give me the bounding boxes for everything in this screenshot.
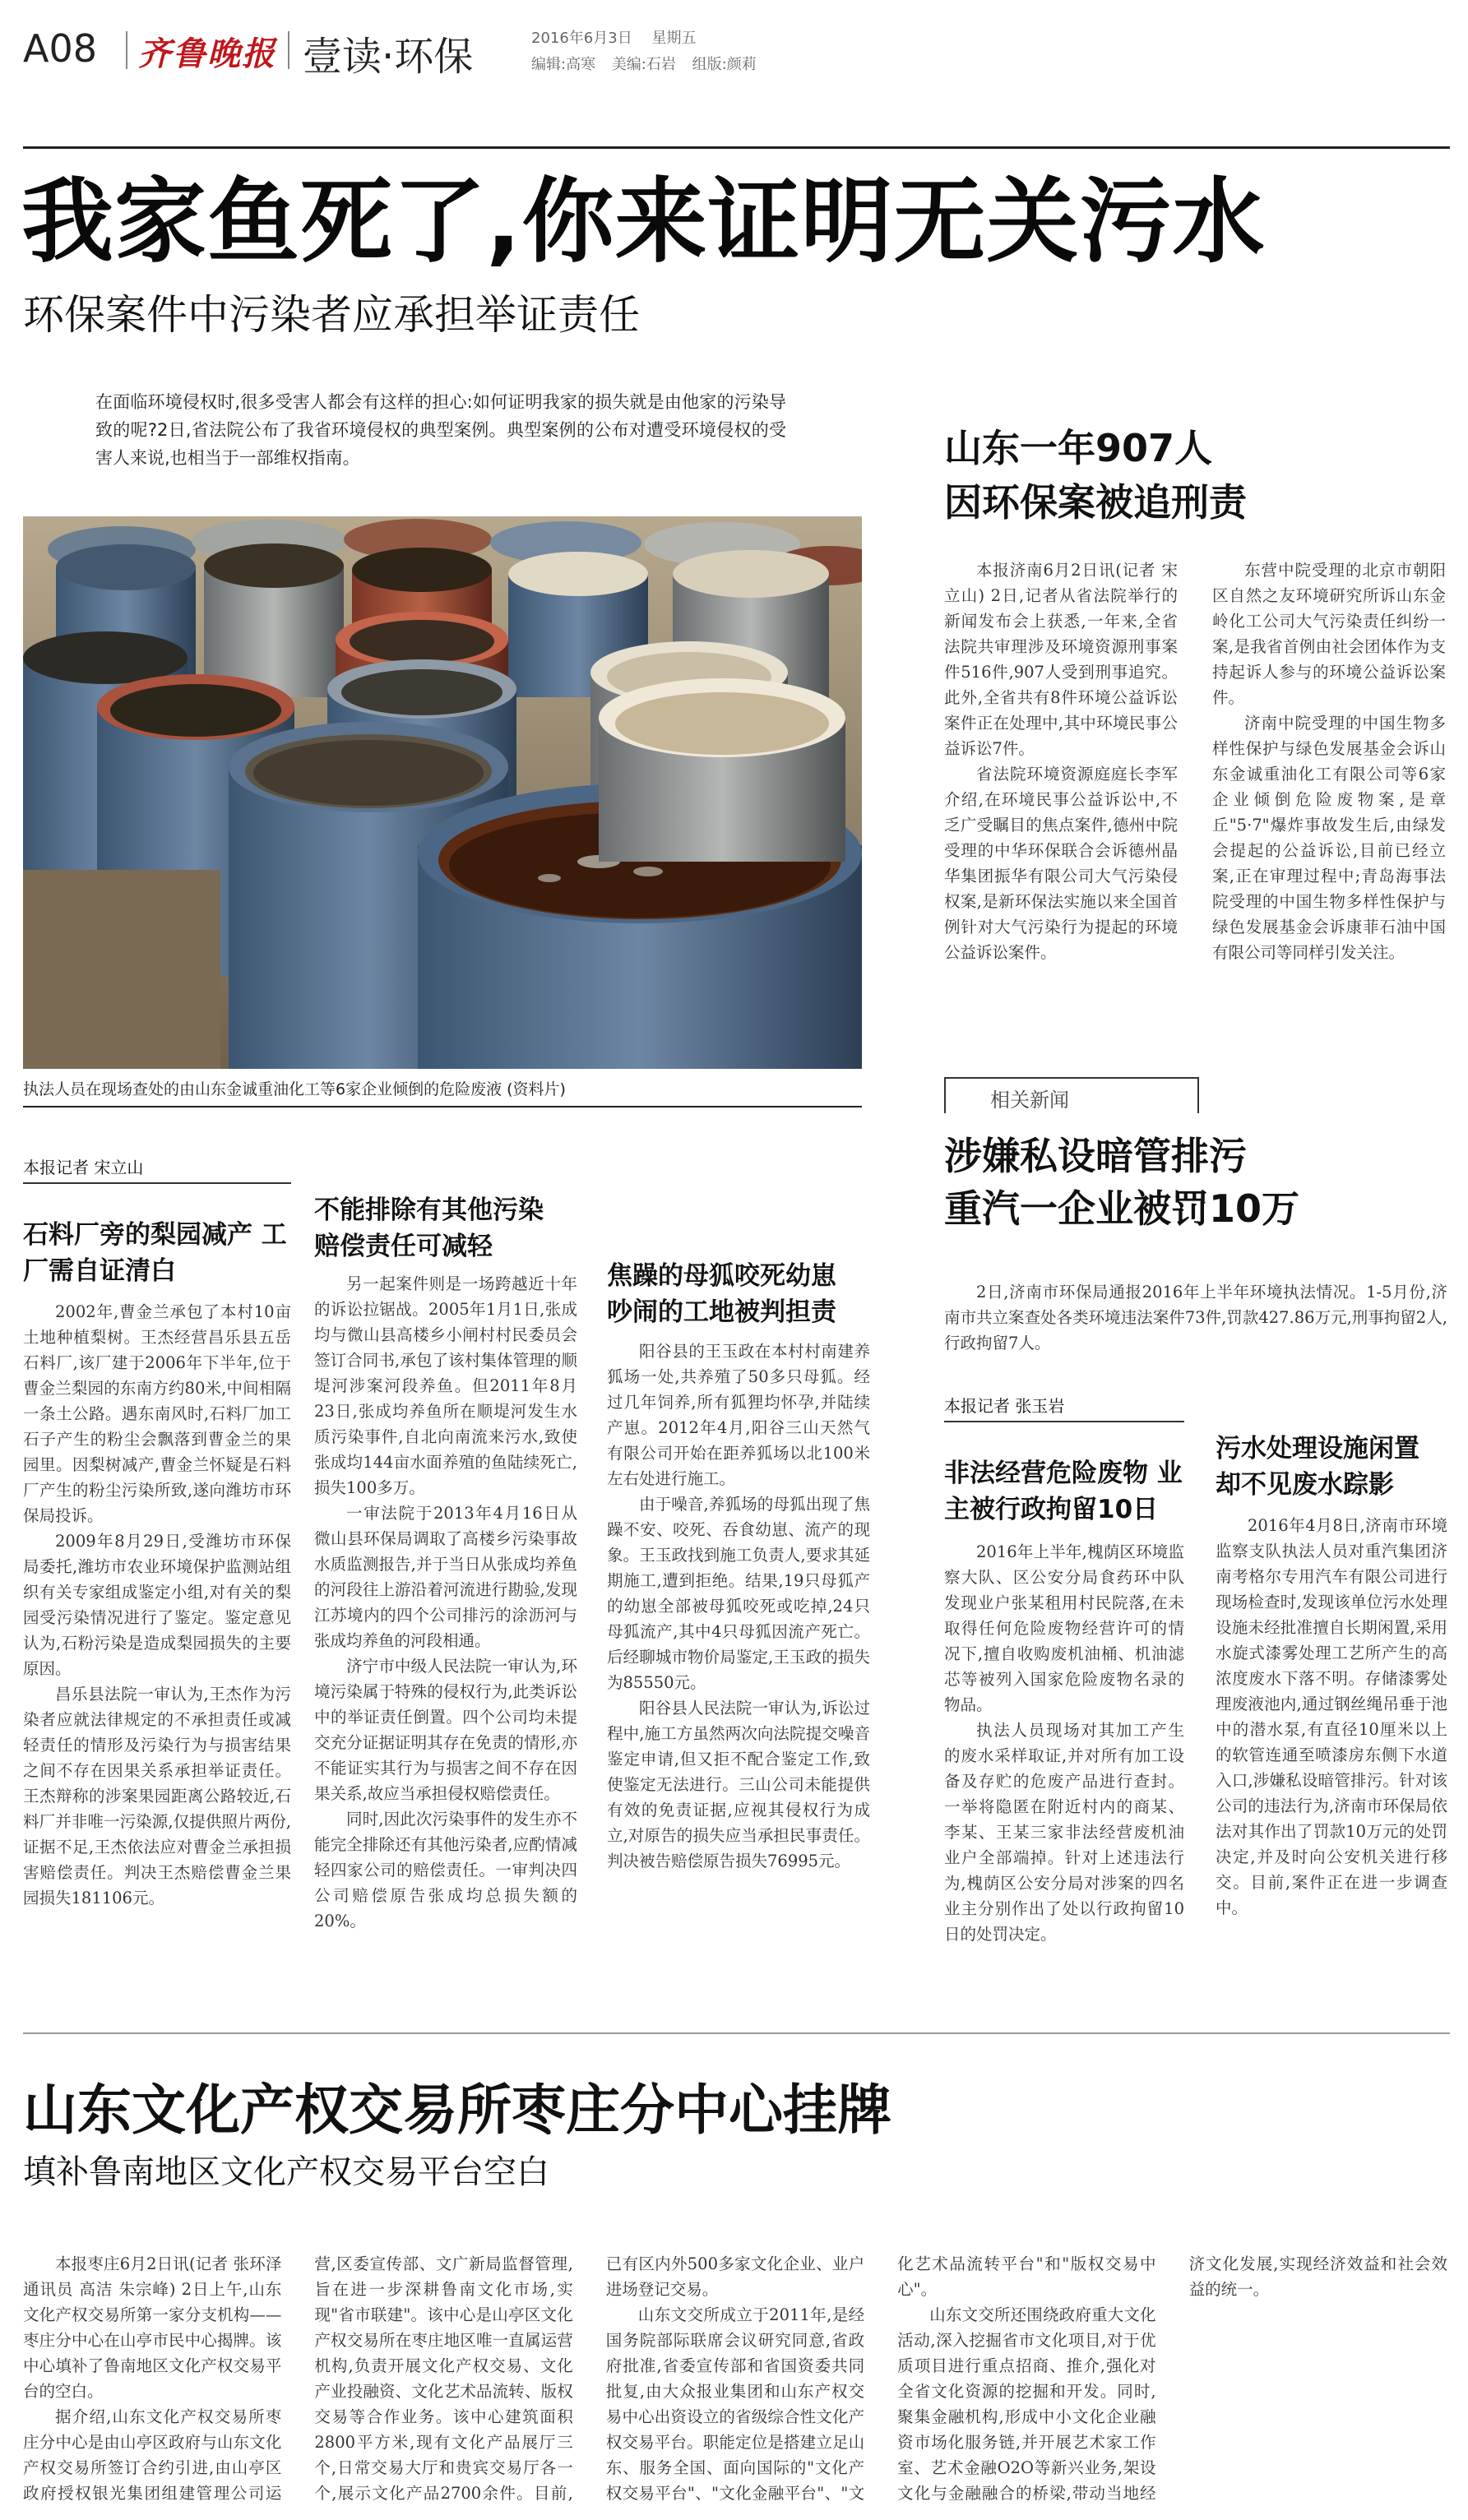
related-label-box <box>944 1077 1199 1113</box>
photo-caption: 执法人员在现场查处的由山东金诚重油化工等6家企业倾倒的危险废液 (资料片) <box>23 1080 566 1098</box>
case3-text-col3 <box>607 1339 870 1988</box>
case1-title: 石料厂旁的梨园减产 工厂需自证清白 <box>23 1220 287 1286</box>
side1-text-col1 <box>944 557 1178 1051</box>
related-headline-line1: 涉嫌私设暗管排污 <box>944 1134 1247 1178</box>
lead-intro <box>95 388 786 472</box>
case1-text-col1 <box>23 1299 291 1981</box>
date-text: 2016年6月3日 <box>531 30 632 47</box>
bottom-section-rule <box>23 2032 1450 2034</box>
case2-para: 另一起案件则是一场跨越近十年的诉讼拉锯战。2005年1月1日,张成均与微山县高楼乡小闸村村民委员会签订合同书,承包了该村集体管理的顺堤河涉案河段养鱼。但2011年8月23日,张成均养鱼所在顺堤河发生水质污染事件,自北向南流来污水,致使张成均144亩水面养殖的鱼陆续死亡,损失100多万。 <box>314 1274 577 1497</box>
related-sub2-para: 2016年4月8日,济南市环境监察支队执法人员对重汽集团济南考格尔专用汽车有限公司进行现场检查时,发现该单位污水处理设施未经批准擅自长期闲置,采用水旋式漆雾处理工艺所产生的高浓度废水下落不明。存储漆雾处理废液池内,通过钢丝绳吊垂于池中的潜水泵,有直径10厘米以上的软管连通至喷漆房东侧下水道入口,涉嫌私设暗管排污。针对该公司的违法行为,济南市环保局依法对其作出了罚款10万元的处罚决定,并及时向公安机关进行移交。目前,案件正在进一步调查中。 <box>1216 1516 1447 1917</box>
case2-para: 济宁市中级人民法院一审认为,环境污染属于特殊的侵权行为,此类诉讼中的举证责任倒置。四个公司均未提交充分证据证明其存在免责的情形,亦不能证实其行为与损害之间不存在因果关系,故应当承担侵权赔偿责任。 <box>314 1657 577 1803</box>
case1-para: 2009年8月29日,受潍坊市环保局委托,潍坊市农业环境保护监测站组织有关专家组成鉴定小组,对有关的梨园受污染情况进行了鉴定。鉴定意见认为,石粉污染是造成梨园损失的主要原因。 <box>23 1532 291 1678</box>
art-editor-text: 美编:石岩 <box>611 56 676 73</box>
bottom-para: 山东文交所还围绕政府重大文化活动,深入挖掘省市文化项目,对于优质项目进行重点招商、推介,强化对全省文化资源的挖掘和开发。同时,聚集金融机构,形成中小文化企业融资市场化服务链,并开展艺术家工作室、艺术金融O2O等新兴业务,架设文化与金融融合的桥梁,带动当地经济文化发展,实现经济效益和社会效益的统一。 <box>897 2254 1447 2503</box>
side1-para: 济南中院受理的中国生物多样性保护与绿色发展基金会诉山东金诚重油化工有限公司等6家企业倾倒危险废物案,是章丘"5·7"爆炸事故发生后,由绿发会提起的公益诉讼,目前已经立案,正在审理过程中;青岛海事法院受理的中国生物多样性保护与绿色发展基金会诉康菲石油中国有限公司等同样引发关注。 <box>1212 714 1446 962</box>
case2-para: 同时,因此次污染事件的发生亦不能完全排除还有其他污染者,应酌情减轻四家公司的赔偿责任。一审判决四公司赔偿原告张成均总损失额的20%。 <box>314 1810 577 1930</box>
bottom-text <box>23 2251 1447 2513</box>
page-number: A08 <box>23 26 98 71</box>
related-headline <box>944 1130 1446 1235</box>
bottom-headline: 山东文化产权交易所枣庄分中心挂牌 <box>23 2078 891 2142</box>
related-sub2-text <box>1216 1513 1447 1988</box>
header-date <box>531 26 696 48</box>
related-intro <box>944 1279 1447 1356</box>
case3-para: 由于噪音,养狐场的母狐出现了焦躁不安、咬死、吞食幼崽、流产的现象。王玉政找到施工负责人,要求其延期施工,遭到拒绝。结果,19只母狐产的幼崽全部被母狐咬死或吃掉,24只母狐流产,其中4只母狐因流产死亡。后经聊城市物价局鉴定,王玉政的损失为85550元。 <box>607 1495 870 1692</box>
lead-byline: 本报记者 宋立山 <box>23 1158 144 1177</box>
lead-byline-rule <box>23 1182 291 1184</box>
weekday-text: 星期五 <box>651 30 697 47</box>
related-sub2-title: 污水处理设施闲置 却不见废水踪影 <box>1216 1434 1419 1500</box>
section-name: 壹读·环保 <box>303 34 474 80</box>
barrels-photo-illustration <box>23 516 862 1069</box>
header-rule <box>23 146 1450 149</box>
editor-text: 编辑:高寒 <box>531 56 596 73</box>
page-header <box>23 16 1450 82</box>
side1-headline <box>944 421 1438 529</box>
related-sub1-title: 非法经营危险废物 业主被行政拘留10日 <box>944 1459 1183 1524</box>
side1-headline-line2: 因环保案被追刑责 <box>944 480 1247 525</box>
bottom-para: 本报枣庄6月2日讯(记者 张环泽 通讯员 高洁 朱宗峰) 2日上午,山东文化产权交易所第一家分支机构——枣庄分中心在山亭市民中心揭牌。该中心填补了鲁南地区文化产权交易平台的空白。 <box>23 2254 282 2401</box>
lead-intro-text: 在面临环境侵权时,很多受害人都会有这样的担心:如何证明我家的损失就是由他家的污染导致的呢?2日,省法院公布了我省环境侵权的典型案例。典型案例的公布对遭受环境侵权的受害人来说,也相当于一部维权指南。 <box>95 392 786 468</box>
case2-text-col2 <box>314 1271 577 1986</box>
lead-headline: 我家鱼死了,你来证明无关污水 <box>21 169 1266 275</box>
paper-logo: 齐鲁晚报 <box>138 35 276 73</box>
related-byline-rule <box>944 1421 1184 1422</box>
case3-title: 焦躁的母狐咬死幼崽 吵闹的工地被判担责 <box>607 1261 836 1327</box>
related-headline-line2: 重汽一企业被罚10万 <box>944 1186 1300 1231</box>
case1-para: 2002年,曹金兰承包了本村10亩土地种植梨树。王杰经营昌乐县五岳石料厂,该厂建于2006年下半年,位于曹金兰梨园的东南方约80米,中间相隔一条土公路。遇东南风时,石料厂加工石子产生的粉尘会飘落到曹金兰的果园里。因梨树减产,曹金兰怀疑是石料厂产生的粉尘污染所致,遂向潍坊市环保局投诉。 <box>23 1302 291 1525</box>
case3-para: 阳谷县的王玉政在本村村南建养狐场一处,共养殖了50多只母狐。经过几年饲养,所有狐狸均怀孕,并陆续产崽。2012年4月,阳谷三山天然气有限公司开始在距养狐场以北100米左右处进行施工。 <box>607 1342 870 1488</box>
lead-photo <box>23 516 862 1069</box>
side1-text-col2 <box>1212 557 1446 1051</box>
case1-para: 昌乐县法院一审认为,王杰作为污染者应就法律规定的不承担责任或减轻责任的情形及污染行为与损害结果之间不存在因果关系承担举证责任。王杰辩称的涉案果园距离公路较近,石料厂并非唯一污染源,仅提供照片两份,证据不足,王杰依法应对曹金兰承担损害赔偿责任。判决王杰赔偿曹金兰果园损失181106元。 <box>23 1685 291 1907</box>
related-intro-text: 2日,济南市环保局通报2016年上半年环境执法情况。1-5月份,济南市共立案查处各类环境违法案件73件,罚款427.86万元,刑事拘留2人,行政拘留7人。 <box>944 1283 1447 1352</box>
case2-para: 一审法院于2013年4月16日从微山县环保局调取了高楼乡污染事故水质监测报告,并于当日从张成均养鱼的河段往上游沿着河流进行勘验,发现江苏境内的四个公司排污的涂沥河与张成均养鱼的河段相通。 <box>314 1504 577 1650</box>
header-divider <box>126 31 127 69</box>
layout-editor-text: 组版:颜莉 <box>692 56 757 73</box>
bottom-para: 据介绍,山东文化产权交易所枣庄分中心是由山亭区政府与山东文化产权交易所签订合约引进,由山亭区政府授权银光集团组建管理公司运营,区委宣传部、文广新局监督管理,旨在进一步深耕鲁南文化市场,实现"省市联建"。该中心是山亭区文化产权交易所在枣庄地区唯一直属运营机构,负责开展文化产权交易、文化产业投融资、文化艺术品流转、版权交易等合作业务。该中心建筑面积2800平方米,现有文化产品展厅三个,日常交易大厅和贵宾交易厅各一个,展示文化产品2700余件。目前,已有区内外500多家文化企业、业户进场登记交易。 <box>23 2254 865 2503</box>
side1-headline-line1: 山东一年907人 <box>944 426 1213 470</box>
case2-title: 不能排除有其他污染 赔偿责任可减轻 <box>314 1195 544 1261</box>
related-sub1-para: 2016年上半年,槐荫区环境监察大队、区公安分局食药环中队发现业户张某租用村民院落,在未取得任何危险废物经营许可的情况下,擅自收购废机油桶、机油滤芯等被列入国家危险废物名录的物品。 <box>944 1542 1184 1714</box>
side1-para: 东营中院受理的北京市朝阳区自然之友环境研究所诉山东金岭化工公司大气污染责任纠纷一案,是我省首例由社会团体作为支持起诉人参与的环境公益诉讼案件。 <box>1212 561 1446 707</box>
related-sub1-text <box>944 1539 1184 1987</box>
related-sub1-para: 执法人员现场对其加工产生的废水采样取证,并对所有加工设备及存贮的危废产品进行查封。一举将隐匿在附近村内的商某、李某、王某三家非法经营废机油业户全部端掉。针对上述违法行为,槐荫区公安分局对涉案的四名业主分别作出了处以行政拘留10日的处罚决定。 <box>944 1721 1184 1944</box>
related-label: 相关新闻 <box>990 1089 1069 1112</box>
header-editors <box>531 53 757 74</box>
related-byline: 本报记者 张玉岩 <box>944 1396 1065 1416</box>
side1-para: 本报济南6月2日讯(记者 宋立山) 2日,记者从省法院举行的新闻发布会上获悉,一年来,全省法院共审理涉及环境资源刑事案件516件,907人受到刑事追究。此外,全省共有8件环境公益诉讼案件正在处理中,其中环境民事公益诉讼7件。 <box>944 561 1178 758</box>
bottom-para: 山东文交所成立于2011年,是经国务院部际联席会议研究同意,省政府批准,省委宣传部和省国资委共同批复,由大众报业集团和山东产权交易中心出资设立的省级综合性文化产权交易平台。职能定位是搭建立足山东、服务全国、面向国际的"文化产权交易平台"、"文化金融平台"、"文化艺术品流转平台"和"版权交易中心"。 <box>605 2254 1156 2503</box>
side1-para: 省法院环境资源庭庭长李军介绍,在环境民事公益诉讼中,不乏广受瞩目的焦点案件,德州中院受理的中华环保联合会诉德州晶华集团振华有限公司大气污染侵权案,是新环保法实施以来全国首例针对大气污染行为提起的环境公益诉讼案件。 <box>944 765 1178 962</box>
caption-rule <box>23 1106 862 1107</box>
header-divider <box>288 31 289 69</box>
bottom-subheadline: 填补鲁南地区文化产权交易平台空白 <box>23 2153 549 2191</box>
lead-subheadline: 环保案件中污染者应承担举证责任 <box>23 291 640 339</box>
case3-para: 阳谷县人民法院一审认为,诉讼过程中,施工方虽然两次向法院提交噪音鉴定申请,但又拒不配合鉴定工作,致使鉴定无法进行。三山公司未能提供有效的免责证据,应视其侵权行为成立,对原告的损失应当承担民事责任。判决被告赔偿原告损失76995元。 <box>607 1699 870 1870</box>
